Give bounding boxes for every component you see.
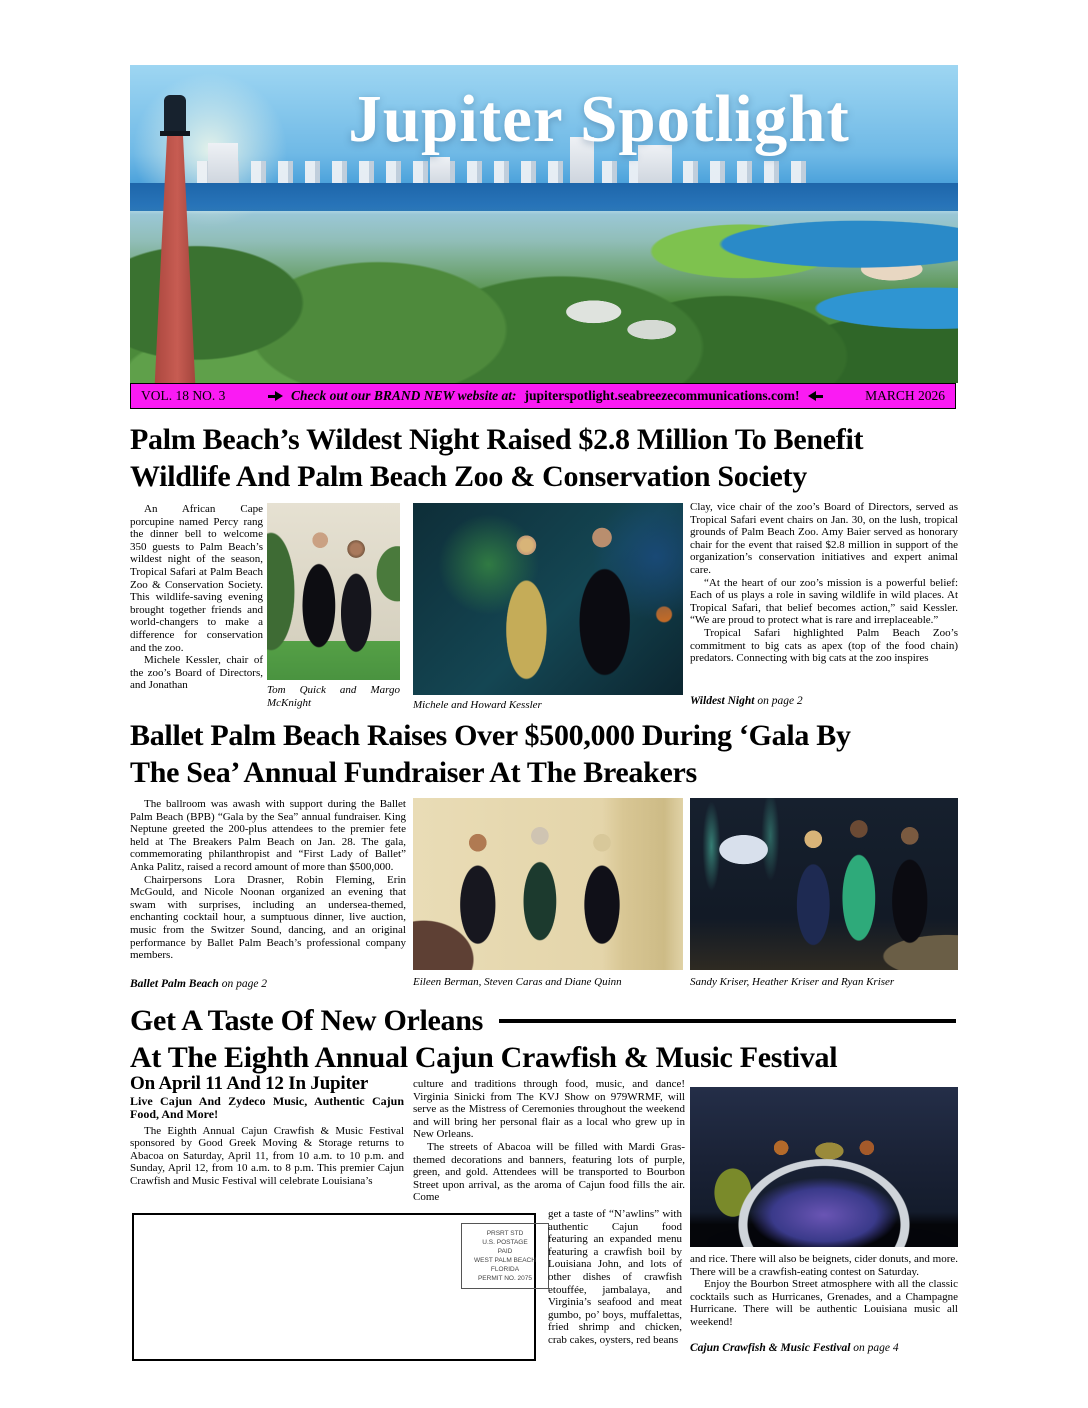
headline-zoo — [130, 422, 958, 495]
lighthouse-lantern — [164, 95, 186, 135]
postal-line: PRSRT STD — [486, 1230, 524, 1237]
cajun-mid-paragraph-1: culture and traditions through food, music, and dance! Virginia Sinicki from The KVJ Show on 979WRMF, will serve as the Mistress of Ceremonies throughout the weekend and will bring her personal flair as a local who grew up in New Orleans. — [413, 1078, 685, 1141]
headline-zoo-line1: Palm Beach’s Wildest Night Raised $2.8 Million To Benefit — [130, 423, 864, 456]
photo-festival-stage — [690, 1087, 958, 1247]
cajun-middle-column — [413, 1078, 685, 1204]
ballet-paragraph-1: The ballroom was awash with support during the Ballet Palm Beach (BPB) “Gala by the Sea” annual fundraiser. King Neptune greeted the 200-plus attendees to the premier fete held at The Breakers Palm Beach on Jan. 28. The gala, commemorating philanthropist and “First Lady of Ballet” Anka Palitz, raised a record amount of more than $500,000. — [130, 798, 406, 873]
right-arrow-icon — [268, 391, 283, 402]
zoo-jump-line: Wildest Night on page 2 — [690, 695, 803, 707]
masthead-photo — [130, 65, 958, 383]
zoo-right-paragraph-1: Clay, vice chair of the zoo’s Board of Directors, served as Tropical Safari event chairs on Jan. 30, on the lush, tropical grounds of Palm Beach Zoo. Amy Baier served as honorary chair for the event that raised $2.8 million in support of the organization’s conservation initiatives and expert animal care. — [690, 501, 958, 576]
headline-cajun-line2: At The Eighth Annual Cajun Crawfish & Music Festival — [130, 1040, 838, 1074]
photo-caption: Michele and Howard Kessler — [413, 699, 542, 711]
issue-banner — [130, 383, 956, 409]
newspaper-title: Jupiter Spotlight — [348, 82, 850, 156]
postal-permit-box — [461, 1223, 549, 1289]
ballet-paragraph-2: Chairpersons Lora Drasner, Robin Fleming, Erin McGould, and Nicole Noonan organized an evening that swam with surprises, including an undersea-themed, enchanting cocktail hour, a sumptuous dinner, live auction, music from the Switzer Sound, dancing, and an original performance by Ballet Palm Beach’s professional company members. — [130, 873, 406, 962]
postal-line: WEST PALM BEACH — [474, 1257, 536, 1264]
ballet-jump-line: Ballet Palm Beach on page 2 — [130, 978, 268, 990]
website-promo — [268, 388, 823, 404]
photo-caption: Eileen Berman, Steven Caras and Diane Quinn — [413, 976, 622, 988]
treeline-and-waterways — [130, 205, 958, 383]
zoo-right-paragraph-3: Tropical Safari highlighted Palm Beach Zoo’s commitment to big cats as apex (top of the food chain) predators. Connecting with big cats at the zoo inspires — [690, 626, 958, 665]
cajun-lead: Live Cajun And Zydeco Music, Authentic Cajun Food, And More! — [130, 1093, 404, 1122]
zoo-left-paragraph-1: An African Cape porcupine named Percy rang the dinner bell to welcome 350 guests to Palm Beach’s wildest night of the season, Tropical Safari at Palm Beach Zoo & Conservation Society. This wildlife-saving evening brought together friends and world-changers to make a difference for conservation and the zoo. — [130, 503, 263, 654]
volume-label: VOL. 18 NO. 3 — [141, 388, 226, 403]
zoo-left-column — [130, 503, 263, 692]
headline-rule — [499, 1019, 956, 1023]
cajun-left-column — [130, 1073, 404, 1188]
photo-kriser-family — [690, 798, 958, 970]
lighthouse-gallery — [160, 131, 190, 136]
photo-michele-howard-kessler — [413, 503, 683, 695]
postal-line: PERMIT NO. 2075 — [477, 1275, 533, 1282]
page-frame — [130, 65, 958, 1408]
zoo-right-paragraph-2: “At the heart of our zoo’s mission is a powerful belief: Each of us plays a role in saving wildlife in wild places. At Tropical Safari, that belief becomes action,” said Kessler. “We are proud to protect what is rare and irreplaceable.” — [690, 576, 958, 627]
mailing-address-box — [132, 1213, 536, 1361]
postal-line: FLORIDA — [490, 1266, 520, 1273]
headline-ballet — [130, 718, 958, 791]
photo-caption: Sandy Kriser, Heather Kriser and Ryan Kriser — [690, 976, 895, 988]
jupiter-lighthouse — [152, 95, 198, 383]
cajun-left-paragraph: The Eighth Annual Cajun Crawfish & Music Festival sponsored by Good Greek Moving & Storage returns to Abacoa on Saturday, April 11, from 10 a.m. to 10 p.m. and Sunday, April 12, from 10 a.m. to 8 p.m. This premier Cajun Crawfish and Music Festival will celebrate Louisiana’s — [130, 1124, 404, 1187]
postal-line: U.S. POSTAGE — [482, 1239, 528, 1246]
cajun-wrap-paragraph: get a taste of “N’awlins” with authentic Cajun food featuring an expanded menu featuring a crawfish boil by Louisiana John, and lots of other dishes of crawfish etouffée, jambalaya, and Virginia’s seafood and meat gumbo, po’ boys, muffalettas, fried shrimp and chicken, crab cakes, oysters, red beans — [548, 1208, 682, 1346]
postal-line: PAID — [497, 1248, 513, 1255]
cajun-right-paragraph-2: Enjoy the Bourbon Street atmosphere with all the classic cocktails such as Hurricanes, Grenades, and a Champagne Hurricane. There will be authentic Louisiana music all weekend! — [690, 1278, 958, 1328]
cajun-mid-paragraph-2: The streets of Abacoa will be filled with Mardi Gras-themed decorations and banners, featuring lots of purple, green, and gold. Attendees will be transported to Bourbon Street upon arrival, as the aroma of Cajun food fills the air. Come — [413, 1140, 685, 1204]
photo-caption: Tom Quick and Margo McKnight — [267, 684, 400, 709]
photo-berman-caras-quinn — [413, 798, 683, 970]
cajun-wrap-column — [548, 1208, 682, 1347]
headline-ballet-line1: Ballet Palm Beach Raises Over $500,000 During ‘Gala By — [130, 719, 851, 752]
headline-zoo-line2: Wildlife And Palm Beach Zoo & Conservation Society — [130, 459, 807, 493]
zoo-right-column — [690, 501, 958, 665]
headline-cajun — [130, 1003, 958, 1076]
headline-cajun-line1: Get A Taste Of New Orleans — [130, 1004, 484, 1037]
cajun-right-paragraph-1: and rice. There will also be beignets, cider donuts, and more. There will be a crawfish-eating contest on Saturday. — [690, 1253, 958, 1278]
promo-url: jupiterspotlight.seabreezecommunications.com! — [524, 388, 800, 403]
ballet-left-column — [130, 798, 406, 962]
cajun-jump-line: Cajun Crawfish & Music Festival on page 4 — [690, 1342, 899, 1354]
lighthouse-tower — [152, 95, 198, 383]
zoo-left-paragraph-2: Michele Kessler, chair of the zoo’s Board of Directors, and Jonathan — [130, 654, 263, 692]
promo-text: Check out our BRAND NEW website at: — [290, 388, 517, 403]
cajun-right-column — [690, 1253, 958, 1329]
headline-ballet-line2: The Sea’ Annual Fundraiser At The Breakers — [130, 755, 697, 789]
photo-tom-quick-margo-mcknight — [267, 503, 400, 680]
cajun-subhead: On April 11 And 12 In Jupiter — [130, 1073, 369, 1094]
issue-date: MARCH 2026 — [865, 388, 945, 403]
left-arrow-icon — [808, 391, 823, 402]
